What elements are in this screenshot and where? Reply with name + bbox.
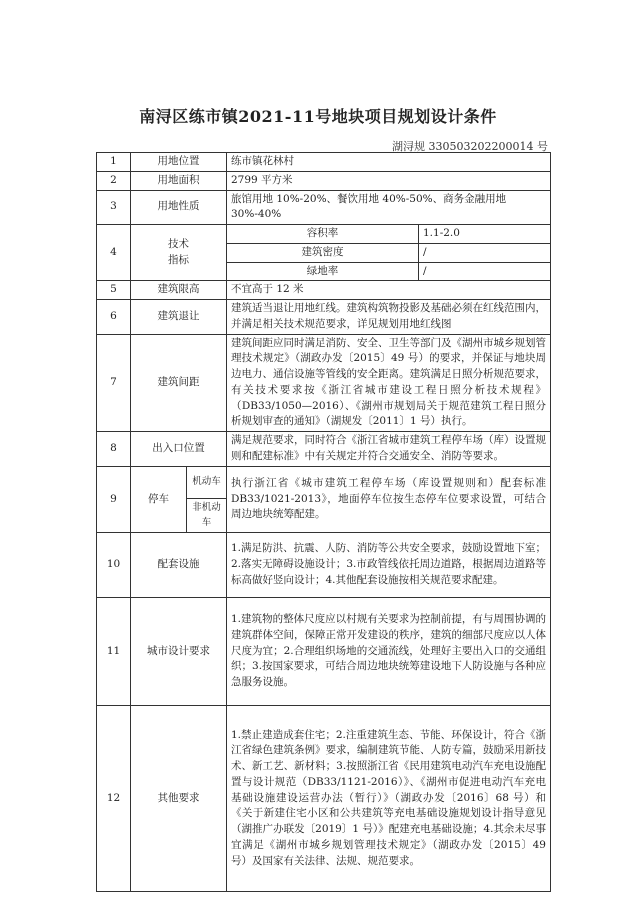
row-number: 10 <box>97 533 131 598</box>
row-label: 停车 <box>131 467 187 533</box>
row-label: 其他要求 <box>131 706 227 892</box>
row-label: 用地面积 <box>131 171 227 190</box>
table-row <box>97 300 551 335</box>
row-number: 12 <box>97 706 131 892</box>
table-row <box>97 334 551 432</box>
row-number: 4 <box>97 225 131 281</box>
row-label: 用地性质 <box>131 190 227 225</box>
indicator-name: 容积率 <box>227 225 419 244</box>
row-value: 不宜高于 12 米 <box>227 281 551 300</box>
row-label: 建筑限高 <box>131 281 227 300</box>
row-label: 用地位置 <box>131 153 227 172</box>
document-number: 湖浔规 330503202200014 号 <box>392 140 548 153</box>
indicator-name: 建筑密度 <box>227 243 419 262</box>
row-number: 11 <box>97 598 131 706</box>
parking-sub-motor: 机动车 <box>187 467 227 499</box>
row-label: 建筑间距 <box>131 334 227 432</box>
row-value: 建筑间距应同时满足消防、安全、卫生等部门及《湖州市城乡规划管理技术规定》（湖政办发〔2015〕49 号）的要求，并保证与地块周边电力、通信设施等管线的安全距离。建筑满足日照分析规范要求，有关技术要求按《浙江省城市建设工程日照分析技术规程》（DB33/1050—2016）、《湖州市规划局关于规范建筑工程日照分析规划审查的通知》（湖规发〔2011〕1 号）执行。 <box>227 334 551 432</box>
row-label: 城市设计要求 <box>131 598 227 706</box>
table-row <box>97 533 551 598</box>
table-row <box>97 171 551 190</box>
row-label: 出入口位置 <box>131 432 227 467</box>
document-title: 南浔区练市镇2021-11号地块项目规划设计条件 <box>139 107 497 126</box>
indicator-value: / <box>419 243 551 262</box>
row-number: 1 <box>97 153 131 172</box>
table-row <box>97 281 551 300</box>
row-label: 配套设施 <box>131 533 227 598</box>
row-number: 2 <box>97 171 131 190</box>
row-value: 建筑适当退让用地红线。建筑构筑物投影及基础必须在红线范围内，并满足相关技术规范要求，详见规划用地红线图 <box>227 300 551 335</box>
planning-conditions-table <box>96 152 551 892</box>
parking-sub-nonmotor: 非机动车 <box>187 499 227 533</box>
row-number: 6 <box>97 300 131 335</box>
row-value: 旅馆用地 10%-20%、餐饮用地 40%-50%、商务金融用地 30%-40% <box>227 190 551 225</box>
row-value: 满足规范要求，同时符合《浙江省城市建筑工程停车场（库）设置规则和配建标准》中有关规定并符合交通安全、消防等要求。 <box>227 432 551 467</box>
row-value: 1.建筑物的整体尺度应以村规有关要求为控制前提，有与周围协调的建筑群体空间，保障正常开发建设的秩序，建筑的细部尺度应以人体尺度为宜；2.合理组织场地的交通流线，处理好主要出入口的交通组织；3.按国家要求，可结合周边地块统筹建设地下人防设施与各种应急服务设施。 <box>227 598 551 706</box>
table-row <box>97 467 551 499</box>
row-number: 9 <box>97 467 131 533</box>
table-row <box>97 225 551 244</box>
table-row <box>97 190 551 225</box>
row-number: 8 <box>97 432 131 467</box>
row-number: 7 <box>97 334 131 432</box>
indicator-value: / <box>419 262 551 281</box>
row-value: 2799 平方米 <box>227 171 551 190</box>
row-value: 1.满足防洪、抗震、人防、消防等公共安全要求，鼓励设置地下室；2.落实无障碍设施设计；3.市政管线依托周边道路，根据周边道路等标高做好竖向设计；4.其他配套设施按相关规范要求配建。 <box>227 533 551 598</box>
row-number: 3 <box>97 190 131 225</box>
indicator-name: 绿地率 <box>227 262 419 281</box>
row-value: 执行浙江省《城市建筑工程停车场（库设置规则和）配套标准 DB33/1021-2013》，地面停车位按生态停车位要求设置，可结合周边地块统筹配建。 <box>227 467 551 533</box>
table-row <box>97 432 551 467</box>
row-number: 5 <box>97 281 131 300</box>
table-row <box>97 598 551 706</box>
indicator-value: 1.1-2.0 <box>419 225 551 244</box>
row-value: 练市镇花林村 <box>227 153 551 172</box>
row-label: 建筑退让 <box>131 300 227 335</box>
table-row <box>97 706 551 892</box>
row-value: 1.禁止建造成套住宅；2.注重建筑生态、节能、环保设计，符合《浙江省绿色建筑条例》要求，编制建筑节能、人防专篇，鼓励采用新技术、新工艺、新材料；3.按照浙江省《民用建筑电动汽车充电设施配置与设计规范（DB33/1121-2016）》、《湖州市促进电动汽车充电基础设施建设运营办法（暂行）》（湖政办发〔2016〕68 号）和《关于新建住宅小区和公共建筑等充电基础设施规划设计指导意见（湖推广办联发〔2019〕1 号）》配建充电基础设施；4.其余未尽事宜满足《湖州市城乡规划管理技术规定》（湖政办发〔2015〕49 号）及国家有关法律、法规、规范要求。 <box>227 706 551 892</box>
table-row <box>97 153 551 172</box>
row-label: 技术 指标 <box>131 225 227 281</box>
